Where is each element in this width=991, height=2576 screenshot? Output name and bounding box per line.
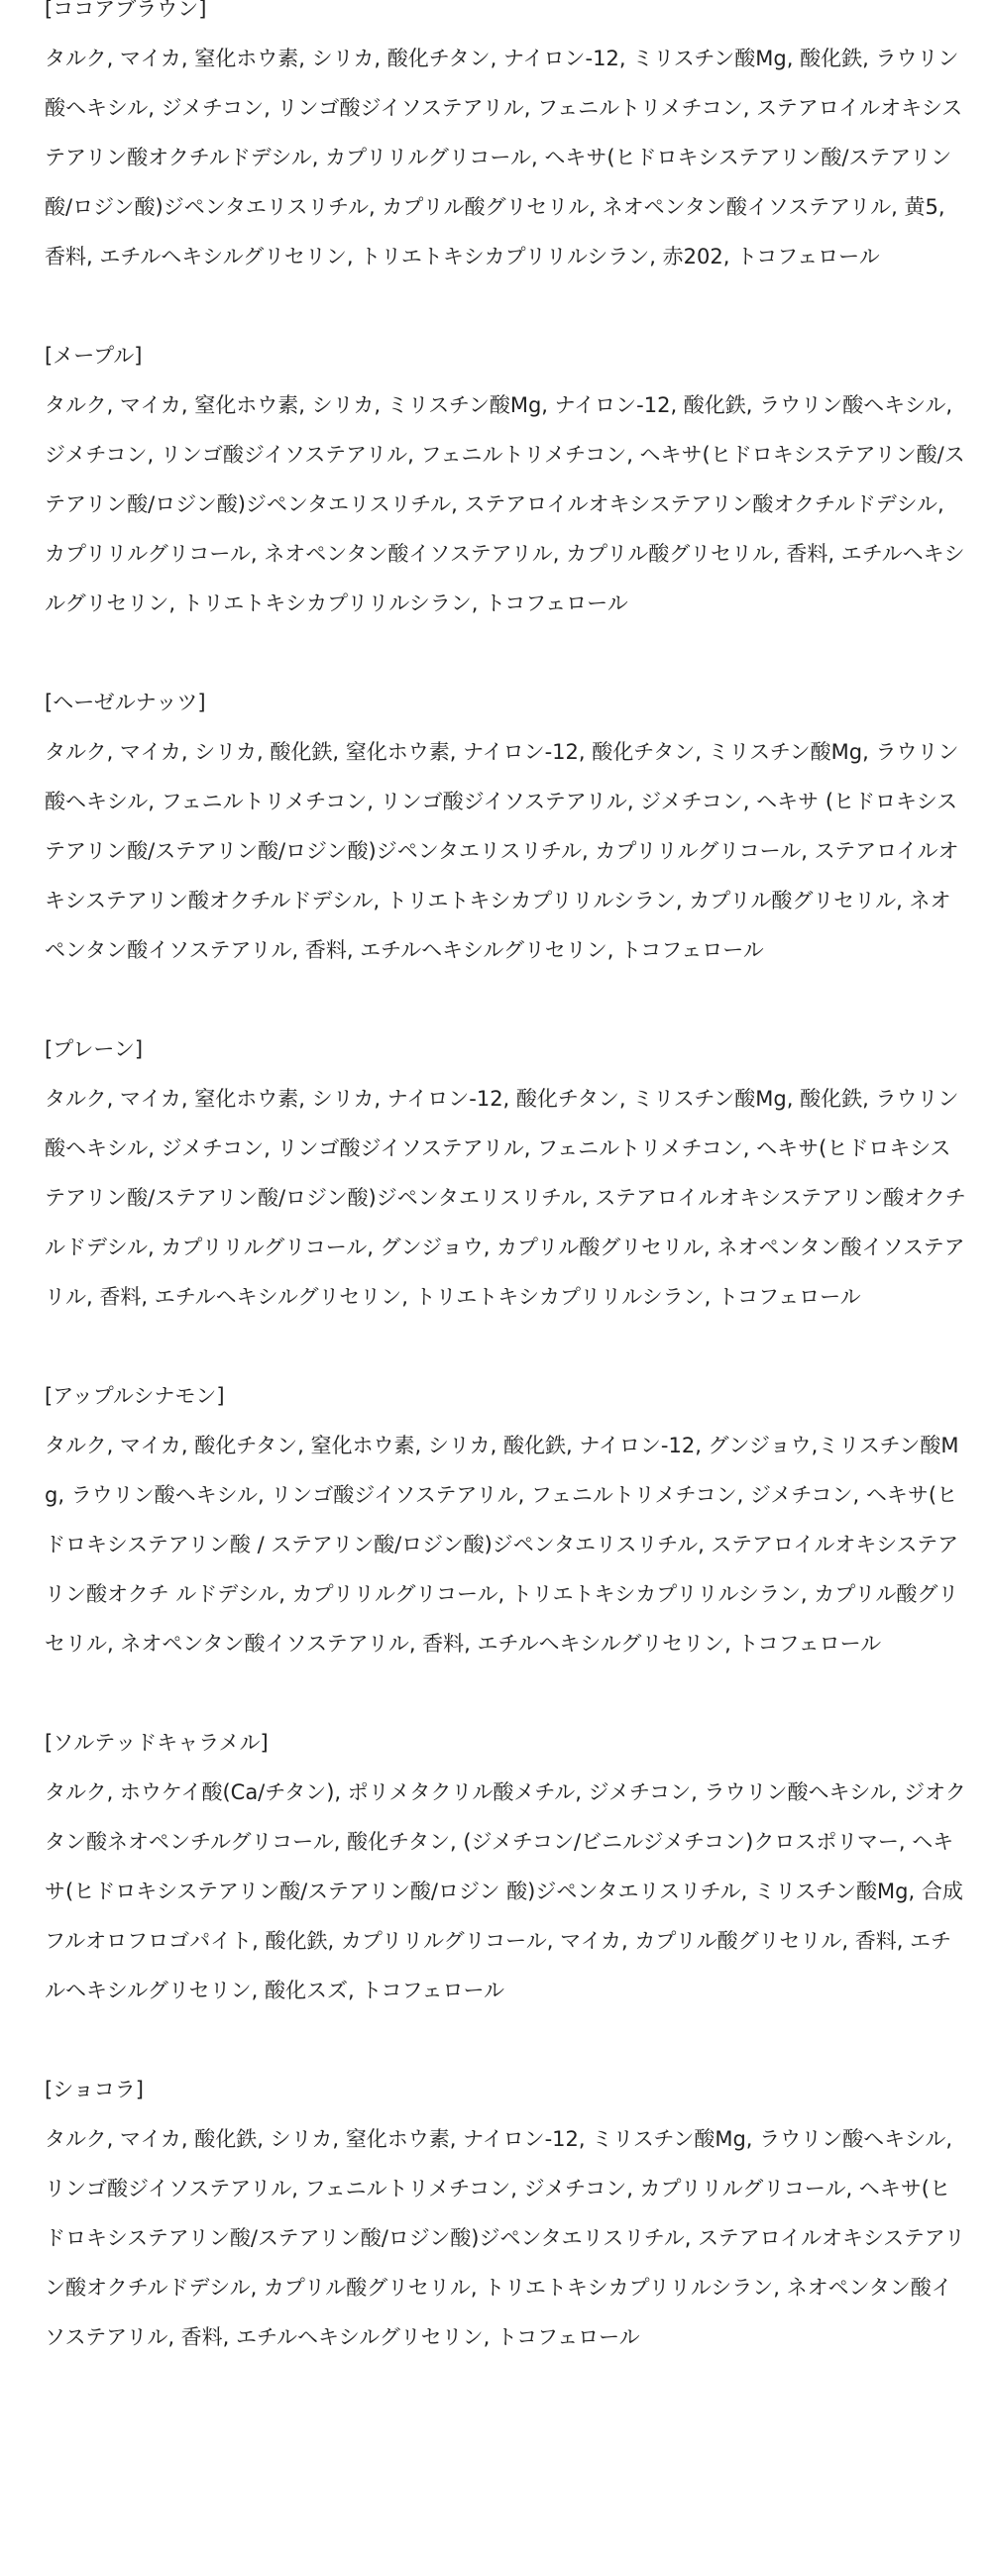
section-title: [ソルテッドキャラメル] [45, 1731, 269, 1755]
ingredient-section-plain [45, 1024, 966, 1322]
ingredient-section-maple [45, 331, 966, 628]
ingredient-section-apple-cinnamon [45, 1371, 966, 1668]
section-ingredients: タルク, マイカ, 窒化ホウ素, シリカ, ナイロン-12, 酸化チタン, ミリスチン酸Mg, 酸化鉄, ラウリン酸ヘキシル, ジメチコン, リンゴ酸ジイソステアリル, フェニルトリメチコン, ヘキサ(ヒドロキシステアリン酸/ステアリン酸/ロジン酸)ジペンタエリスリチル, ステアロイルオキシステアリン酸オクチルドデシル, カプリリルグリコール, グンジョウ, カプリル酸グリセリル, ネオペンタン酸イソステアリル, 香料, エチルヘキシルグリセリン, トリエトキシカプリリルシラン, トコフェロール [45, 1087, 966, 1309]
ingredients-document [45, 0, 966, 2412]
section-title: [ショコラ] [45, 2078, 144, 2101]
ingredient-section-hazelnut [45, 678, 966, 975]
section-title: [メープル] [45, 344, 143, 368]
ingredient-section-cocoa-brown [45, 0, 966, 281]
section-title: [ヘーゼルナッツ] [45, 691, 206, 714]
section-ingredients: タルク, マイカ, 酸化鉄, シリカ, 窒化ホウ素, ナイロン-12, ミリスチン酸Mg, ラウリン酸ヘキシル, リンゴ酸ジイソステアリル, フェニルトリメチコン, ジメチコン, カプリリルグリコール, ヘキサ(ヒドロキシステアリン酸/ステアリン酸/ロジン酸)ジペンタエリスリチル, ステアロイルオキシステアリン酸オクチルドデシル, カプリル酸グリセリル, トリエトキシカプリリルシラン, ネオペンタン酸イソステアリル, 香料, エチルヘキシルグリセリン, トコフェロール [45, 2127, 965, 2349]
section-ingredients: タルク, マイカ, 酸化チタン, 窒化ホウ素, シリカ, 酸化鉄, ナイロン-12, グンジョウ,ミリスチン酸Mg, ラウリン酸ヘキシル, リンゴ酸ジイソステアリル, フェニルトリメチコン, ジメチコン, ヘキサ(ヒドロキシステアリン酸 / ステアリン酸/ロジン酸)ジペンタエリスリチル, ステアロイルオキシステアリン酸オクチ ルドデシル, カプリリルグリコール, トリエトキシカプリリルシラン, カプリル酸グリセリル, ネオペンタン酸イソステアリル, 香料, エチルヘキシルグリセリン, トコフェロール [45, 1434, 959, 1656]
section-ingredients: タルク, マイカ, シリカ, 酸化鉄, 窒化ホウ素, ナイロン-12, 酸化チタン, ミリスチン酸Mg, ラウリン酸ヘキシル, フェニルトリメチコン, リンゴ酸ジイソステアリル, ジメチコン, ヘキサ (ヒドロキシステアリン酸/ステアリン酸/ロジン酸)ジペンタエリスリチル, カプリリルグリコール, ステアロイルオキシステアリン酸オクチルドデシル, トリエトキシカプリリルシラン, カプリル酸グリセリル, ネオペンタン酸イソステアリル, 香料, エチルヘキシルグリセリン, トコフェロール [45, 740, 959, 962]
section-ingredients: タルク, マイカ, 窒化ホウ素, シリカ, ミリスチン酸Mg, ナイロン-12, 酸化鉄, ラウリン酸ヘキシル, ジメチコン, リンゴ酸ジイソステアリル, フェニルトリメチコン, ヘキサ(ヒドロキシステアリン酸/ステアリン酸/ロジン酸)ジペンタエリスリチル, ステアロイルオキシステアリン酸オクチルドデシル, カプリリルグリコール, ネオペンタン酸イソステアリル, カプリル酸グリセリル, 香料, エチルヘキシルグリセリン, トリエトキシカプリリルシラン, トコフェロール [45, 393, 965, 615]
section-title: [ココアブラウン] [45, 0, 207, 21]
ingredient-section-salted-caramel [45, 1718, 966, 2015]
section-ingredients: タルク, マイカ, 窒化ホウ素, シリカ, 酸化チタン, ナイロン-12, ミリスチン酸Mg, 酸化鉄, ラウリン酸ヘキシル, ジメチコン, リンゴ酸ジイソステアリル, フェニルトリメチコン, ステアロイルオキシステアリン酸オクチルドデシル, カプリリルグリコール, ヘキサ(ヒドロキシステアリン酸/ステアリン酸/ロジン酸)ジペンタエリスリチル, カプリル酸グリセリル, ネオペンタン酸イソステアリル, 黄5, 香料, エチルヘキシルグリセリン, トリエトキシカプリリルシラン, 赤202, トコフェロール [45, 47, 963, 268]
section-title: [アップルシナモン] [45, 1384, 225, 1408]
section-ingredients: タルク, ホウケイ酸(Ca/チタン), ポリメタクリル酸メチル, ジメチコン, ラウリン酸ヘキシル, ジオクタン酸ネオペンチルグリコール, 酸化チタン, (ジメチコン/ビニルジメチコン)クロスポリマー, ヘキサ(ヒドロキシステアリン酸/ステアリン酸/ロジン 酸)ジペンタエリスリチル, ミリスチン酸Mg, 合成フルオロフロゴパイト, 酸化鉄, カプリリルグリコール, マイカ, カプリル酸グリセリル, 香料, エチルヘキシルグリセリン, 酸化スズ, トコフェロール [45, 1780, 966, 2002]
ingredient-section-chocolat [45, 2065, 966, 2362]
section-title: [プレーン] [45, 1037, 144, 1061]
